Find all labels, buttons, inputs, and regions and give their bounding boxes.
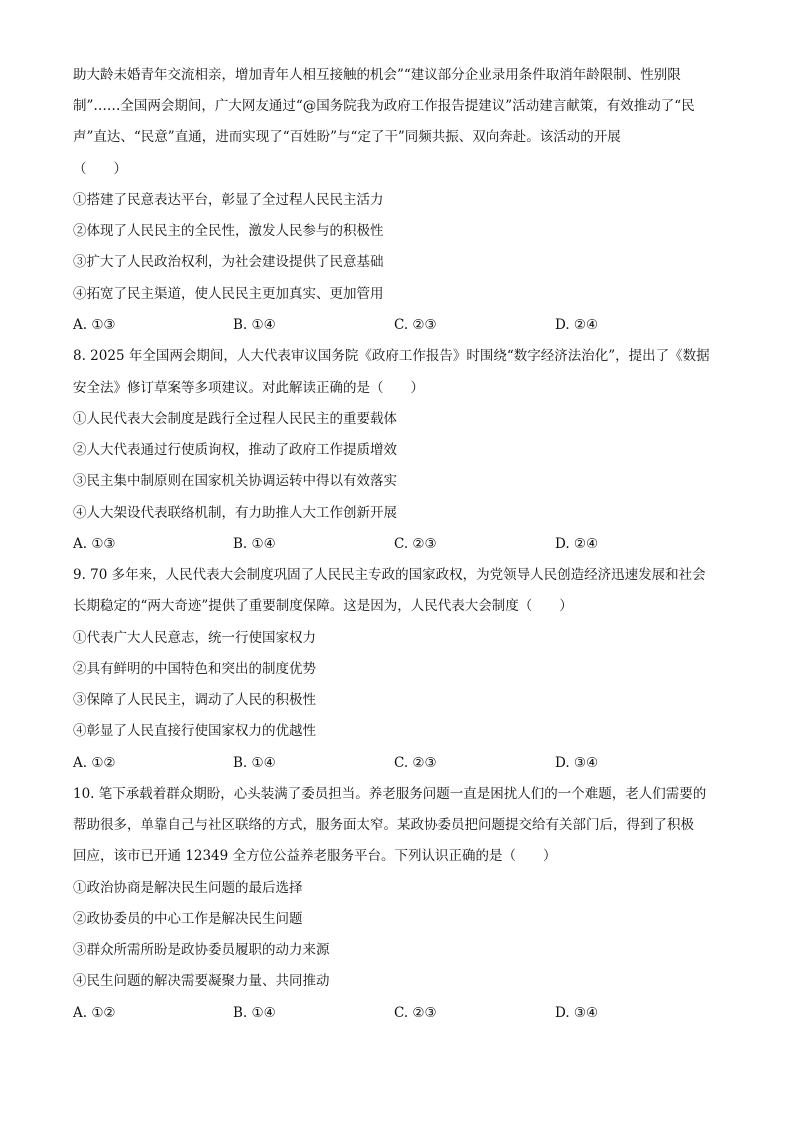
q10-option-c[interactable]: C. ②③ — [394, 1005, 437, 1021]
q8-item-1: ①人民代表大会制度是践行全过程人民民主的重要载体 — [73, 411, 397, 427]
q7-option-c[interactable]: C. ②③ — [394, 317, 437, 333]
q10-item-4: ④民生问题的解决需要凝聚力量、共同推动 — [73, 973, 330, 989]
q7-item-2: ②体现了人民民主的全民性，激发人民参与的积极性 — [73, 223, 384, 239]
q9-item-1: ①代表广大人民意志，统一行使国家权力 — [73, 630, 316, 646]
q10-option-d[interactable]: D. ③④ — [555, 1005, 599, 1021]
q7-option-a[interactable]: A. ①③ — [73, 317, 116, 333]
q9-item-2: ②具有鲜明的中国特色和突出的制度优势 — [73, 661, 316, 677]
q7-item-3: ③扩大了人民政治权利，为社会建设提供了民意基础 — [73, 254, 384, 270]
q7-option-d[interactable]: D. ②④ — [555, 317, 599, 333]
q8-item-4: ④人大架设代表联络机制，有力助推人大工作创新开展 — [73, 505, 397, 521]
q7-stem-line-4: （ ） — [73, 161, 127, 177]
q10-item-2: ②政协委员的中心工作是解决民生问题 — [73, 911, 303, 927]
q8-option-a[interactable]: A. ①③ — [73, 536, 116, 552]
q9-option-d[interactable]: D. ③④ — [555, 755, 599, 771]
q9-option-a[interactable]: A. ①② — [73, 755, 116, 771]
q7-stem-line-2: 制”……全国两会期间，广大网友通过“@国务院我为政府工作报告提建议”活动建言献策，有效推动了“民 — [73, 98, 695, 114]
q10-item-1: ①政治协商是解决民生问题的最后选择 — [73, 880, 303, 896]
q7-item-1: ①搭建了民意表达平台，彰显了全过程人民民主活力 — [73, 192, 384, 208]
q10-option-b[interactable]: B. ①④ — [233, 1005, 276, 1021]
q9-item-4: ④彰显了人民直接行使国家权力的优越性 — [73, 723, 316, 739]
q10-item-3: ③群众所需所盼是政协委员履职的动力来源 — [73, 942, 330, 958]
q10-stem-line-1: 10. 笔下承载着群众期盼，心头装满了委员担当。养老服务问题一直是困扰人们的一个难题，老人们需要的 — [73, 786, 707, 802]
q8-stem-line-2: 安全法》修订草案等多项建议。对此解读正确的是（ ） — [73, 380, 424, 396]
q10-stem-line-2: 帮助很多，单靠自己与社区联络的方式，服务面太窄。某政协委员把问题提交给有关部门后，得到了积极 — [73, 817, 694, 833]
q9-stem-line-1: 9. 70 多年来，人民代表大会制度巩固了人民民主专政的国家政权，为党领导人民创造经济迅速发展和社会 — [73, 567, 706, 583]
q10-option-a[interactable]: A. ①② — [73, 1005, 116, 1021]
q8-option-b[interactable]: B. ①④ — [233, 536, 276, 552]
q9-option-b[interactable]: B. ①④ — [233, 755, 276, 771]
q10-stem-line-3: 回应，该市已开通 12349 全方位公益养老服务平台。下列认识正确的是（ ） — [73, 848, 557, 864]
q8-option-c[interactable]: C. ②③ — [394, 536, 437, 552]
q7-option-b[interactable]: B. ①④ — [233, 317, 276, 333]
q7-stem-line-3: 声”直达、“民意”直通，进而实现了“百姓盼”与“定了干”同频共振、双向奔赴。该活动的开展 — [73, 129, 621, 145]
q9-option-c[interactable]: C. ②③ — [394, 755, 437, 771]
q8-item-2: ②人大代表通过行使质询权，推动了政府工作提质增效 — [73, 442, 397, 458]
q9-item-3: ③保障了人民民主，调动了人民的积极性 — [73, 692, 316, 708]
q7-item-4: ④拓宽了民主渠道，使人民民主更加真实、更加管用 — [73, 286, 384, 302]
q8-option-d[interactable]: D. ②④ — [555, 536, 599, 552]
q8-item-3: ③民主集中制原则在国家机关协调运转中得以有效落实 — [73, 473, 397, 489]
q7-stem-line-1: 助大龄未婚青年交流相亲，增加青年人相互接触的机会”“建议部分企业录用条件取消年龄限制、性别限 — [73, 67, 681, 83]
q9-stem-line-2: 长期稳定的“两大奇迹”提供了重要制度保障。这是因为，人民代表大会制度（ ） — [73, 598, 573, 614]
q8-stem-line-1: 8. 2025 年全国两会期间，人大代表审议国务院《政府工作报告》时围绕“数字经济法治化”，提出了《数据 — [73, 348, 710, 364]
